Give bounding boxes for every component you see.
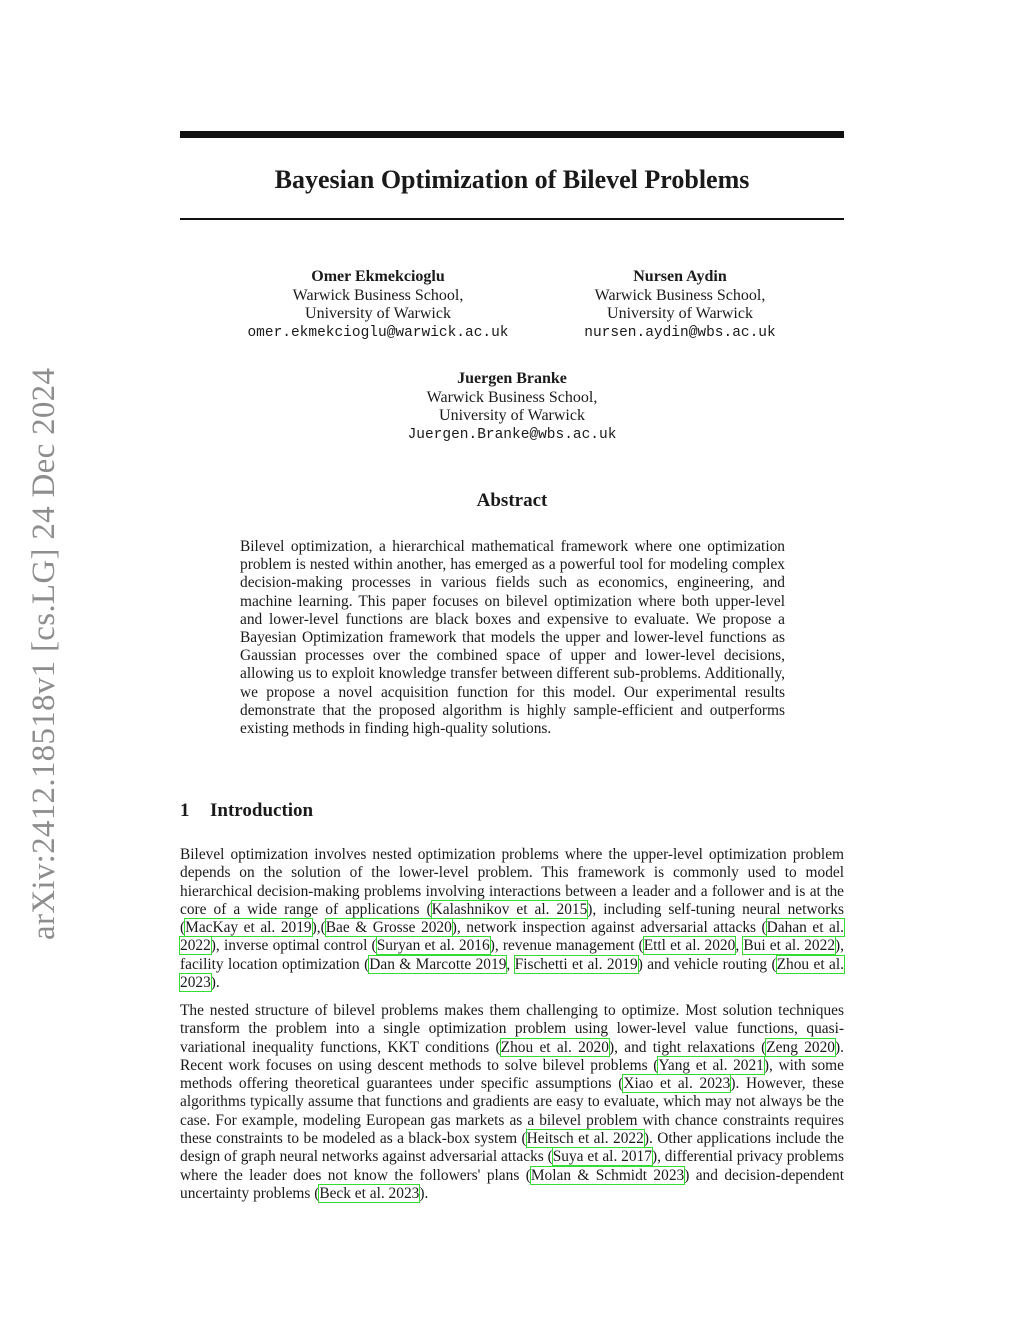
author-email[interactable]: Juergen.Branke@wbs.ac.uk [407, 426, 617, 443]
citation-link[interactable]: Molan & Schmidt 2023 [530, 1166, 685, 1184]
intro-paragraph [180, 1002, 844, 1203]
body-text: ), facility location optimization ( [180, 937, 844, 973]
body-text: ), revenue management ( [489, 937, 644, 955]
citation-link[interactable]: Yang et al. 2021 [658, 1056, 764, 1074]
author-block [380, 370, 644, 444]
body-text: ), inverse optimal control ( [210, 937, 377, 955]
author-affiliation: University of Warwick [305, 305, 451, 323]
citation-link[interactable]: Zeng 2020 [766, 1038, 836, 1056]
author-name: Omer Ekmekcioglu [311, 268, 445, 285]
author-affiliation: Warwick Business School, [292, 286, 464, 304]
body-text: ), including self-tuning neural networks ( [180, 900, 845, 937]
author-affiliation: University of Warwick [439, 407, 585, 425]
abstract-heading: Abstract [476, 490, 548, 511]
author-name: Nursen Aydin [633, 268, 727, 285]
paper-title: Bayesian Optimization of Bilevel Problems [274, 165, 750, 194]
citation-link[interactable]: Beck et al. 2023 [319, 1184, 420, 1202]
intro-paragraph [180, 846, 844, 992]
body-text: ). [419, 1184, 429, 1202]
author-name: Juergen Branke [457, 370, 567, 387]
body-text: Bilevel optimization involves nested optimization problems where the upper-level optimization problem depends on the solution of the lower-level problem. This framework is commonly used to model hierarchical decision-making problems involving interactions between a leader and a follower and is at the core of a wide range of applications ( [180, 846, 844, 918]
body-text: ). However, these algorithms typically assume that functions and gradients are easy to evaluate, which may not always be the case. For example, modeling European gas markets as a bilevel problem with chance constraints requires these constraints to be modeled as a black-box system ( [180, 1075, 844, 1148]
author-affiliation: Warwick Business School, [594, 286, 766, 304]
citation-link[interactable]: Dan & Marcotte 2019 [369, 955, 507, 973]
body-text: The nested structure of bilevel problems makes them challenging to optimize. Most solution techniques transform the problem into a single optimization problem using lower-level value functions, quasi-variational inequality functions, KKT conditions ( [180, 1002, 844, 1056]
citation-link[interactable]: Xiao et al. 2023 [623, 1075, 731, 1093]
section-title: Introduction [210, 800, 314, 821]
body-text: ), with some methods offering theoretical guarantees under specific assumptions ( [180, 1056, 844, 1093]
body-text: ). Recent work focuses on using descent methods to solve bilevel problems ( [180, 1038, 844, 1074]
citation-link[interactable]: Kalashnikov et al. 2015 [431, 900, 588, 918]
body-text: , [506, 955, 515, 973]
citation-link[interactable]: Heitsch et al. 2022 [526, 1130, 644, 1148]
title-rule-bottom [180, 218, 844, 220]
author-email[interactable]: omer.ekmekcioglu@warwick.ac.uk [247, 324, 509, 341]
body-text: ) and vehicle routing ( [637, 955, 777, 973]
section-number: 1 [180, 800, 190, 821]
body-text: , [735, 937, 744, 955]
citation-link[interactable]: Ettl et al. 2020 [643, 937, 736, 955]
abstract-text: Bilevel optimization, a hierarchical mathematical framework where one optimization problem is nested within another, has emerged as a powerful tool for modeling complex decision-making processes in various fields such as economics, engineering, and machine learning. This paper focuses on bilevel optimization where both upper-level and lower-level functions are black boxes and expensive to evaluate. We propose a Bayesian Optimization framework that models the upper and lower-level functions as Gaussian processes over the combined space of upper and lower-level decisions, allowing us to exploit knowledge transfer between different sub-problems. Additionally, we propose a novel acquisition function for this model. Our experimental results demonstrate that the proposed algorithm is highly sample-efficient and outperforms existing methods in finding high-quality solutions. [240, 538, 785, 738]
body-text: ), differential privacy problems where the leader does not know the followers' plans ( [180, 1148, 844, 1184]
citation-link[interactable]: MacKay et al. 2019 [185, 919, 312, 937]
citation-link[interactable]: Zhou et al. 2023 [180, 955, 844, 992]
body-text: ), and tight relaxations ( [608, 1038, 767, 1056]
citation-link[interactable]: Fischetti et al. 2019 [514, 955, 638, 973]
body-text: ),( [311, 919, 326, 937]
citation-link[interactable]: Bae & Grosse 2020 [325, 919, 452, 937]
author-email[interactable]: nursen.aydin@wbs.ac.uk [584, 324, 776, 341]
body-text: ). Other applications include the design of graph neural networks against adversarial attacks ( [180, 1130, 844, 1166]
citation-link[interactable]: Suya et al. 2017 [552, 1148, 652, 1166]
body-text: ) and decision-dependent uncertainty problems ( [180, 1166, 844, 1202]
citation-link[interactable]: Suryan et al. 2016 [376, 937, 490, 955]
author-block [560, 268, 800, 342]
section-heading [180, 800, 313, 822]
body-text: ), network inspection against adversarial attacks ( [451, 919, 767, 937]
author-block [230, 268, 526, 342]
citation-link[interactable]: Bui et al. 2022 [743, 937, 836, 955]
author-affiliation: University of Warwick [607, 305, 753, 323]
citation-link[interactable]: Dahan et al. 2022 [180, 919, 844, 955]
citation-link[interactable]: Zhou et al. 2020 [500, 1038, 609, 1056]
title-rule-top [180, 131, 844, 138]
body-text: ). [210, 974, 220, 992]
author-affiliation: Warwick Business School, [426, 388, 598, 406]
arxiv-identifier-stamp: arXiv:2412.18518v1 [cs.LG] 24 Dec 2024 [26, 367, 62, 940]
